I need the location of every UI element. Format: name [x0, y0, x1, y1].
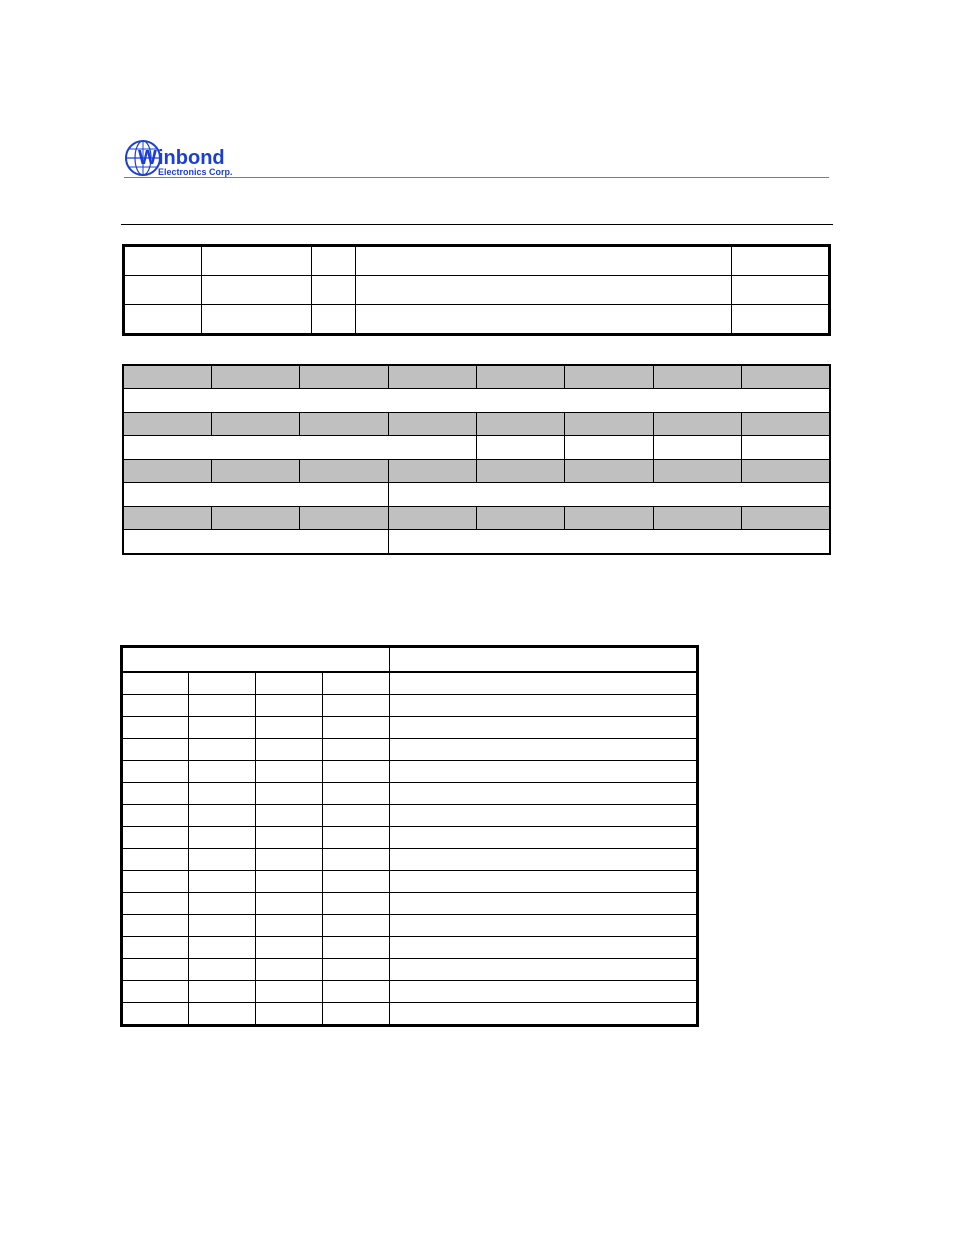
- table-cell: [189, 915, 256, 937]
- table-cell: [122, 937, 189, 959]
- field-cell: [388, 483, 830, 507]
- bit-cell: [300, 460, 388, 483]
- field-cell: [123, 530, 388, 555]
- bit-cell: [388, 365, 476, 389]
- table-cell: [323, 937, 390, 959]
- bit-cell: [477, 413, 565, 436]
- table-cell: [202, 305, 312, 335]
- table-header-row: [122, 647, 698, 673]
- table-row: [122, 981, 698, 1003]
- table-cell: [732, 305, 830, 335]
- table-header-cell: [122, 647, 390, 673]
- table-row: [122, 937, 698, 959]
- table-cell: [323, 915, 390, 937]
- table-cell: [256, 761, 323, 783]
- table-cell: [122, 893, 189, 915]
- table-cell: [390, 695, 698, 717]
- table-cell: [390, 739, 698, 761]
- field-row: [123, 530, 830, 555]
- table-cell: [390, 761, 698, 783]
- table-cell: [122, 783, 189, 805]
- table-cell: [256, 893, 323, 915]
- table-cell: [390, 937, 698, 959]
- table-cell: [390, 893, 698, 915]
- svg-text:inbond: inbond: [158, 147, 225, 169]
- table-cell: [390, 981, 698, 1003]
- table-row: [122, 717, 698, 739]
- header-rule: [124, 177, 829, 178]
- table-cell: [390, 871, 698, 893]
- table-cell: [732, 246, 830, 276]
- table-cell: [189, 959, 256, 981]
- table-cell: [256, 937, 323, 959]
- table-cell: [122, 695, 189, 717]
- table-cell: [323, 1003, 390, 1026]
- bit-cell: [742, 460, 830, 483]
- table-cell: [390, 717, 698, 739]
- table-cell: [124, 276, 202, 305]
- table-cell: [122, 849, 189, 871]
- table-cell: [189, 937, 256, 959]
- table-cell: [189, 981, 256, 1003]
- field-cell: [123, 483, 388, 507]
- svg-text:W: W: [138, 147, 157, 169]
- table-cell: [202, 246, 312, 276]
- bit-cell: [653, 460, 741, 483]
- table-cell: [122, 805, 189, 827]
- decode-body: [122, 672, 698, 1026]
- svg-text:Electronics Corp.: Electronics Corp.: [158, 167, 233, 177]
- table-cell: [356, 276, 732, 305]
- table-cell: [390, 849, 698, 871]
- bit-cell: [477, 365, 565, 389]
- table-cell: [390, 827, 698, 849]
- table-cell: [256, 783, 323, 805]
- bit-cell: [123, 365, 211, 389]
- table-cell: [189, 717, 256, 739]
- table-cell: [323, 672, 390, 695]
- bit-cell: [211, 507, 299, 530]
- bit-cell: [653, 507, 741, 530]
- table-cell: [323, 827, 390, 849]
- field-cell: [388, 530, 830, 555]
- table-row: [124, 305, 830, 335]
- table-cell: [323, 893, 390, 915]
- table-cell: [122, 959, 189, 981]
- field-cell: [565, 436, 653, 460]
- table-row: [122, 739, 698, 761]
- table-cell: [256, 849, 323, 871]
- table-cell: [189, 1003, 256, 1026]
- bit-cell: [653, 365, 741, 389]
- table-cell: [312, 305, 356, 335]
- table-cell: [323, 805, 390, 827]
- table-cell: [356, 246, 732, 276]
- table-cell: [124, 246, 202, 276]
- table-cell: [256, 739, 323, 761]
- table-cell: [122, 717, 189, 739]
- table-cell: [122, 672, 189, 695]
- table-cell: [323, 739, 390, 761]
- table-cell: [390, 1003, 698, 1026]
- bit-cell: [742, 507, 830, 530]
- table-row: [122, 805, 698, 827]
- bit-cell: [300, 413, 388, 436]
- table-row: [124, 276, 830, 305]
- bit-cell: [565, 413, 653, 436]
- table-row: [122, 849, 698, 871]
- table-cell: [256, 827, 323, 849]
- table-cell: [323, 981, 390, 1003]
- field-cell: [742, 436, 830, 460]
- table-cell: [122, 1003, 189, 1026]
- table-row: [122, 761, 698, 783]
- bit-cell: [477, 460, 565, 483]
- table-cell: [122, 761, 189, 783]
- table-cell: [356, 305, 732, 335]
- bit-cell: [653, 413, 741, 436]
- table-header-cell: [390, 647, 698, 673]
- bit-cell: [211, 365, 299, 389]
- bit-number-row: [123, 460, 830, 483]
- table-cell: [189, 893, 256, 915]
- table-cell: [312, 246, 356, 276]
- winbond-logo: [124, 137, 264, 179]
- bit-cell: [123, 413, 211, 436]
- bit-cell: [742, 413, 830, 436]
- bit-cell: [565, 460, 653, 483]
- table-cell: [323, 717, 390, 739]
- table-cell: [390, 959, 698, 981]
- bit-cell: [742, 365, 830, 389]
- table-cell: [732, 276, 830, 305]
- table-cell: [189, 783, 256, 805]
- table-cell: [189, 695, 256, 717]
- table-cell: [202, 276, 312, 305]
- table-cell: [390, 672, 698, 695]
- bit-cell: [388, 413, 476, 436]
- field-row: [123, 483, 830, 507]
- bit-cell: [565, 507, 653, 530]
- field-cell: [653, 436, 741, 460]
- table-row: [122, 827, 698, 849]
- table-cell: [323, 959, 390, 981]
- table-cell: [189, 739, 256, 761]
- decode-table: [120, 645, 699, 1027]
- table-row: [122, 959, 698, 981]
- table-row: [124, 246, 830, 276]
- bit-cell: [211, 460, 299, 483]
- table-cell: [124, 305, 202, 335]
- table-row: [122, 695, 698, 717]
- table-cell: [323, 695, 390, 717]
- bit-number-row: [123, 507, 830, 530]
- bit-number-row: [123, 413, 830, 436]
- bit-cell: [300, 365, 388, 389]
- table-cell: [390, 783, 698, 805]
- table-cell: [256, 915, 323, 937]
- table-cell: [189, 805, 256, 827]
- table-cell: [312, 276, 356, 305]
- table-cell: [122, 915, 189, 937]
- table-cell: [323, 783, 390, 805]
- table-row: [122, 893, 698, 915]
- bit-cell: [123, 460, 211, 483]
- table-cell: [122, 827, 189, 849]
- bit-number-row: [123, 365, 830, 389]
- table-row: [122, 871, 698, 893]
- table-cell: [189, 849, 256, 871]
- table-row: [122, 1003, 698, 1026]
- bit-layout-table: [122, 364, 831, 555]
- table-cell: [256, 717, 323, 739]
- table-cell: [189, 827, 256, 849]
- table-cell: [323, 849, 390, 871]
- table-cell: [323, 761, 390, 783]
- table-cell: [256, 1003, 323, 1026]
- section-rule: [121, 224, 833, 225]
- table-cell: [122, 739, 189, 761]
- bit-cell: [300, 507, 388, 530]
- bit-cell: [388, 507, 476, 530]
- bit-cell: [565, 365, 653, 389]
- table-cell: [323, 871, 390, 893]
- bit-cell: [388, 460, 476, 483]
- table-cell: [189, 761, 256, 783]
- field-cell: [123, 436, 477, 460]
- table-cell: [122, 981, 189, 1003]
- table-row: [122, 915, 698, 937]
- table-cell: [256, 672, 323, 695]
- table-cell: [122, 871, 189, 893]
- table-cell: [390, 805, 698, 827]
- bit-cell: [477, 507, 565, 530]
- table-cell: [189, 871, 256, 893]
- table-row: [122, 783, 698, 805]
- field-cell: [477, 436, 565, 460]
- field-row: [123, 436, 830, 460]
- table-cell: [256, 695, 323, 717]
- table-cell: [256, 805, 323, 827]
- table-cell: [189, 672, 256, 695]
- register-summary-table: [122, 244, 831, 336]
- table-cell: [256, 871, 323, 893]
- table-cell: [256, 959, 323, 981]
- bit-cell: [123, 507, 211, 530]
- bit-cell: [211, 413, 299, 436]
- table-row: [122, 672, 698, 695]
- field-cell: [123, 389, 830, 413]
- field-row: [123, 389, 830, 413]
- table-cell: [390, 915, 698, 937]
- table-cell: [256, 981, 323, 1003]
